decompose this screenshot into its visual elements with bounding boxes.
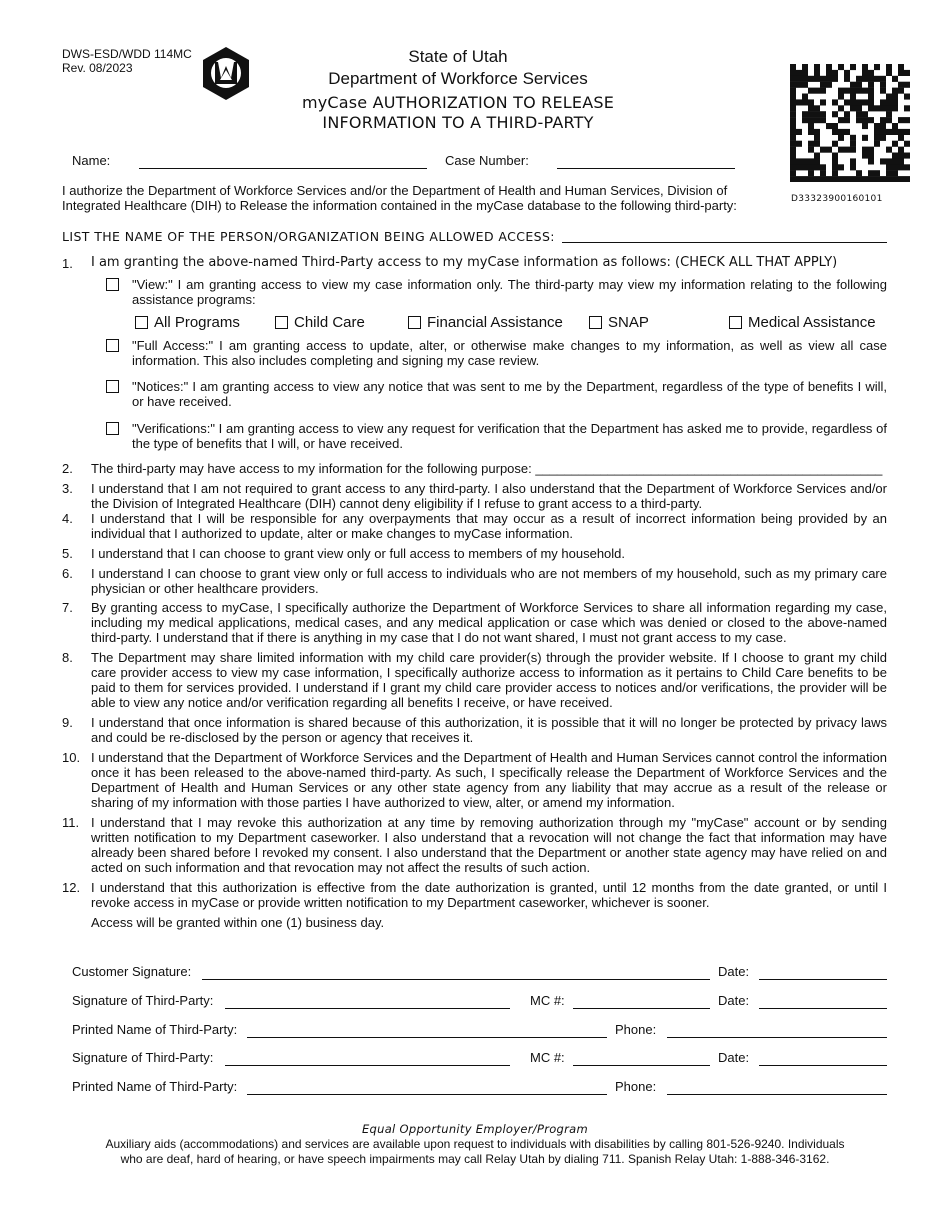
snap-checkbox[interactable] xyxy=(589,316,602,329)
snap-option[interactable] xyxy=(589,314,649,331)
department-name: Department of Workforce Services xyxy=(328,69,588,88)
view-option-text: "View:" I am granting access to view my case information only. The third-party may view my information relating to the following assistance programs: xyxy=(132,277,887,307)
medical-assistance-label: Medical Assistance xyxy=(748,314,876,331)
item-number: 9. xyxy=(62,715,73,730)
third-party-signature-field[interactable] xyxy=(225,1008,510,1009)
phone-label: Phone: xyxy=(615,1079,657,1094)
name-label: Name: xyxy=(72,153,111,168)
financial-assistance-checkbox[interactable] xyxy=(408,316,421,329)
allowed-access-label: LIST THE NAME OF THE PERSON/ORGANIZATION BEING ALLOWED ACCESS: xyxy=(62,229,555,244)
customer-date-field[interactable] xyxy=(759,979,887,980)
child-care-checkbox[interactable] xyxy=(275,316,288,329)
item-number: 12. xyxy=(62,880,81,895)
item-number: 11. xyxy=(62,815,80,830)
date-label: Date: xyxy=(718,964,750,979)
customer-signature-label: Customer Signature: xyxy=(72,964,192,979)
medical-assistance-option[interactable] xyxy=(729,314,876,331)
snap-label: SNAP xyxy=(608,314,649,331)
all-programs-label: All Programs xyxy=(154,314,240,331)
list-item: The Department may share limited information with my child care provider(s) through the provider website. If I choose to grant my child care provider access to view my case information, I specifically authorize access to information as it pertains to Child Care benefits to be paid to them for services provided. I understand if I grant my child care provider access to notices and/or verifications, the provider will be able to view any notice and/or verification regarding all benefits I receive, or have received. xyxy=(91,650,887,710)
third-party-printed-name-label: Printed Name of Third-Party: xyxy=(72,1079,238,1094)
mc-number-label: MC #: xyxy=(530,993,565,1008)
item-number: 1. xyxy=(62,256,73,271)
item-number: 7. xyxy=(62,600,73,615)
full-access-checkbox[interactable] xyxy=(106,339,119,352)
date-label: Date: xyxy=(718,1050,750,1065)
case-number-field[interactable] xyxy=(557,168,735,169)
date-label: Date: xyxy=(718,993,750,1008)
item1-text: I am granting the above-named Third-Party access to my myCase information as follows: (CHECK ALL THAT APPLY) xyxy=(91,255,838,270)
allowed-access-field[interactable] xyxy=(562,242,887,243)
child-care-label: Child Care xyxy=(294,314,365,331)
full-access-option-text: "Full Access:" I am granting access to update, alter, or otherwise make changes to my information, as well as view all case information. This also includes completing and signing my case review. xyxy=(132,338,887,368)
financial-assistance-label: Financial Assistance xyxy=(427,314,563,331)
purpose-statement[interactable]: The third-party may have access to my information for the following purpose: ________________________________________________ xyxy=(91,461,883,476)
mc-number-field[interactable] xyxy=(573,1065,710,1066)
list-item: I understand that I am not required to grant access to any third-party. I also understand that the Department of Workforce Services and/or the Division of Integrated Healthcare (DIH) cannot deny eligibility if I refuse to grant access to a third-party. xyxy=(91,481,887,511)
list-item: I understand that I can choose to grant view only or full access to members of my household. xyxy=(91,546,626,561)
view-checkbox[interactable] xyxy=(106,278,119,291)
case-number-label: Case Number: xyxy=(445,153,529,168)
item-number: 10. xyxy=(62,750,81,765)
item-number: 2. xyxy=(62,461,73,476)
mc-number-label: MC #: xyxy=(530,1050,565,1065)
medical-assistance-checkbox[interactable] xyxy=(729,316,742,329)
list-item: I understand that the Department of Workforce Services and the Department of Health and Human Services cannot control the information once it has been released to the above-named third-party. As such, I specifically release the Department of Workforce Services and the Department of Health and Human Services or any other state agency from any liability that may accrue as a result of the release or sharing of my information with those parties I have authorized to view, alter, or amend my information. xyxy=(91,750,887,810)
third-party-printed-name-label: Printed Name of Third-Party: xyxy=(72,1022,238,1037)
item-number: 5. xyxy=(62,546,73,561)
verifications-checkbox[interactable] xyxy=(106,422,119,435)
list-item: I understand that I may revoke this authorization at any time by removing authorization through my "myCase" account or by sending written notification to my Department caseworker. I also understand that a revocation will not change the fact that information may have already been shared before I revoked my consent. I also understand that the Department or another state agency may have relied on and acted on such information and that revocation may not affect the results of such action. xyxy=(91,815,887,875)
verifications-option-text: "Verifications:" I am granting access to view any request for verification that the Department has asked me to provide, regardless of the type of benefits that I will, or have received. xyxy=(132,421,887,451)
all-programs-checkbox[interactable] xyxy=(135,316,148,329)
barcode xyxy=(790,64,910,182)
item-number: 3. xyxy=(62,481,73,496)
name-field[interactable] xyxy=(139,168,427,169)
revision-date: Rev. 08/2023 xyxy=(62,61,133,75)
dws-logo-icon xyxy=(201,46,251,101)
state-name: State of Utah xyxy=(408,47,508,66)
third-party-printed-name-field[interactable] xyxy=(247,1037,607,1038)
third-party-signature-field[interactable] xyxy=(225,1065,510,1066)
item-number: 8. xyxy=(62,650,73,665)
list-item: I understand that I will be responsible for any overpayments that may occur as a result of incorrect information being provided by an individual that I authorized to update, alter or make changes to myCase information. xyxy=(91,511,887,541)
intro-statement: I authorize the Department of Workforce Services and/or the Department of Health and Human Services, Division of Integrated Healthcare (DIH) to Release the information contained in the myCase database to the following third-party: xyxy=(62,183,737,213)
third-party-signature-label: Signature of Third-Party: xyxy=(72,993,214,1008)
phone-field[interactable] xyxy=(667,1037,887,1038)
phone-label: Phone: xyxy=(615,1022,657,1037)
third-party-signature-label: Signature of Third-Party: xyxy=(72,1050,214,1065)
notices-option-text: "Notices:" I am granting access to view any notice that was sent to me by the Department, regardless of the type of benefits I will, or have received. xyxy=(132,379,887,409)
auxiliary-aids-line2: who are deaf, hard of hearing, or have speech impairments may call Relay Utah by dialing 711. Spanish Relay Utah: 1-888-346-3162. xyxy=(120,1152,830,1166)
list-item: By granting access to myCase, I specifically authorize the Department of Workforce Services to share all information regarding my case, including my medical applications, medical cases, and any medical application or case which was denied or closed to the above-named third-party. I understand that if there is anything in my case that I do not want shared, I must not grant access to my case. xyxy=(91,600,887,645)
form-title-line1: myCase AUTHORIZATION TO RELEASE xyxy=(301,93,615,112)
third-party-date-field[interactable] xyxy=(759,1008,887,1009)
item-number: 4. xyxy=(62,511,73,526)
customer-signature-field[interactable] xyxy=(202,979,710,980)
mc-number-field[interactable] xyxy=(573,1008,710,1009)
list-item: I understand I can choose to grant view only or full access to individuals who are not members of my household, such as my primary care physician or other healthcare providers. xyxy=(91,566,887,596)
datamatrix-barcode-icon xyxy=(790,64,910,182)
child-care-option[interactable] xyxy=(275,314,365,331)
item-number: 6. xyxy=(62,566,73,581)
equal-opportunity-notice: Equal Opportunity Employer/Program xyxy=(361,1122,589,1136)
all-programs-option[interactable] xyxy=(135,314,240,331)
third-party-printed-name-field[interactable] xyxy=(247,1094,607,1095)
form-title-line2: INFORMATION TO A THIRD-PARTY xyxy=(322,113,594,132)
notices-checkbox[interactable] xyxy=(106,380,119,393)
list-item: I understand that this authorization is effective from the date authorization is granted, until 12 months from the date granted, or until I revoke access in myCase or provide written notification to my Department caseworker, whichever is sooner. xyxy=(91,880,887,910)
barcode-id: D33323900160101 xyxy=(791,194,883,204)
third-party-date-field[interactable] xyxy=(759,1065,887,1066)
auxiliary-aids-line1: Auxiliary aids (accommodations) and services are available upon request to individuals with disabilities by calling 801-526-9240. Individuals xyxy=(105,1137,845,1151)
access-note: Access will be granted within one (1) business day. xyxy=(91,915,385,930)
list-item: I understand that once information is shared because of this authorization, it is possible that it will no longer be protected by privacy laws and could be re-disclosed by the person or agency that receives it. xyxy=(91,715,887,745)
financial-assistance-option[interactable] xyxy=(408,314,563,331)
form-number: DWS-ESD/WDD 114MC xyxy=(62,47,192,61)
phone-field[interactable] xyxy=(667,1094,887,1095)
